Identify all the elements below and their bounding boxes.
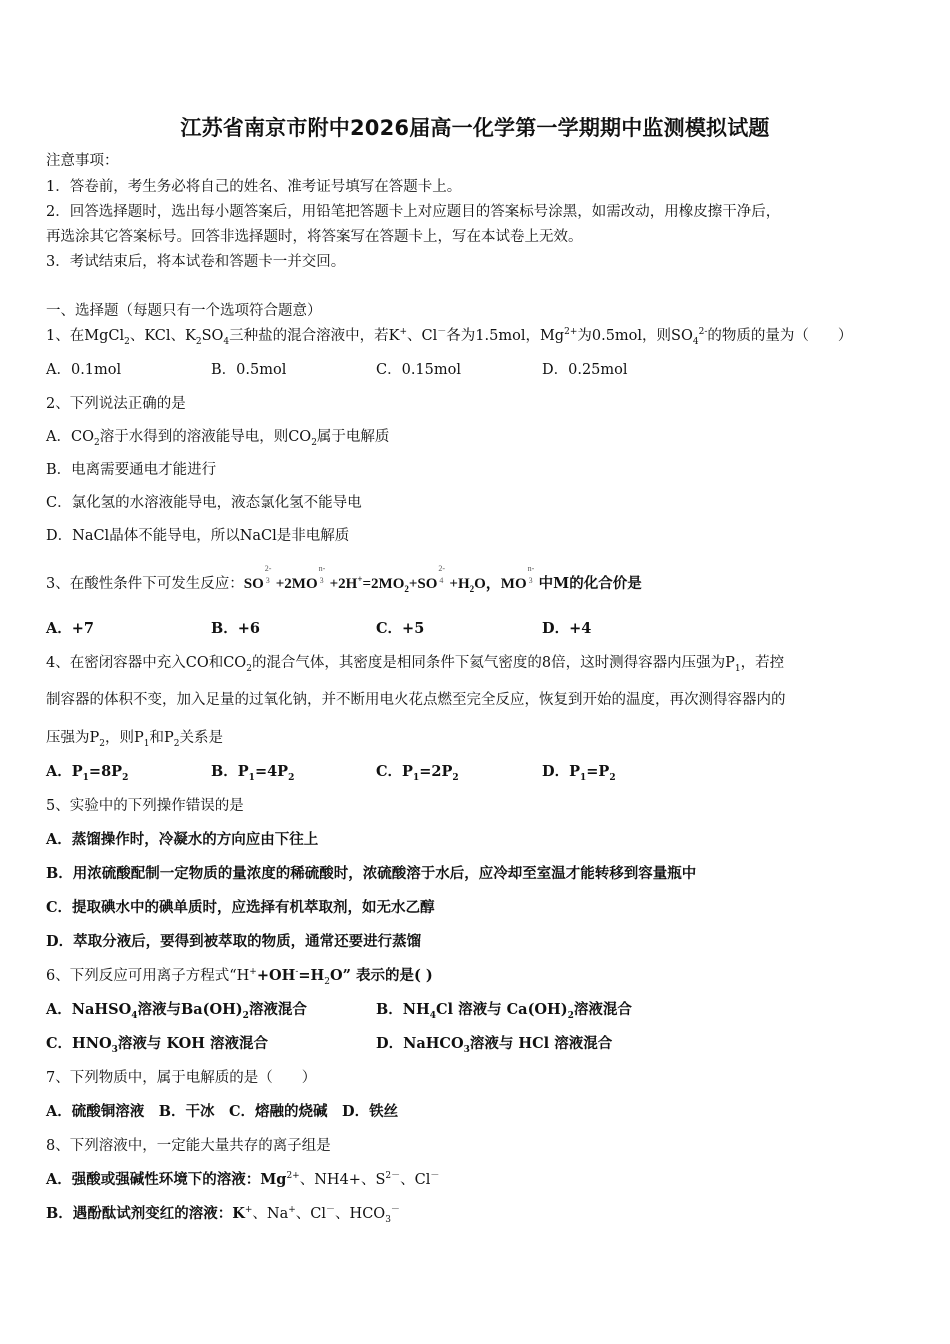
question-8-option-b: B．遇酚酞试剂变红的溶液：K+、Na+、Cl－、$HCO_3^-$: [46, 1205, 400, 1225]
page-title: 江苏省南京市附中2026届高一化学第一学期期中监测模拟试题: [180, 116, 770, 140]
question-6-option-c: C．$HNO_3$溶液与 KOH 溶液混合: [46, 1035, 269, 1055]
notice-item-1: 1．答卷前，考生务必将自己的姓名、准考证号填写在答题卡上。: [46, 179, 462, 195]
question-2-stem: 2、下列说法正确的是: [46, 396, 186, 412]
question-3-option-a: A．+7: [46, 620, 94, 637]
question-1-option-c: C．0.15mol: [376, 362, 461, 378]
question-4-option-a: A．$P_1=8P_2$: [46, 763, 129, 783]
question-5-stem: 5、实验中的下列操作错误的是: [46, 798, 244, 814]
question-5-option-c: C．提取碘水中的碘单质时，应选择有机萃取剂，如无水乙醇: [46, 899, 435, 916]
notice-item-2-cont: 再选涂其它答案标号。回答非选择题时，将答案写在答题卡上，写在本试卷上无效。: [46, 229, 583, 245]
question-2-option-d: D．NaCl晶体不能导电，所以NaCl是非电解质: [46, 528, 350, 544]
question-6-option-a: A．NaHSO$_4$溶液与$Ba(OH)_2$溶液混合: [46, 1001, 307, 1021]
question-4-stem-line-3: 压强为$P_2$，则$P_1$和$P_2$关系是: [46, 730, 223, 749]
question-3-stem: 3、在酸性条件下可发生反应：SO 2- 3 +2MO n- 3 $+2H^+=2MO_2+SO$ 2- 4 $+H_2O$，MO n- 3 中M的化合价是: [46, 564, 642, 594]
question-6-option-b: B．$NH_4Cl$ 溶液与 $Ca(OH)_2$溶液混合: [376, 1001, 632, 1021]
notice-heading: 注意事项：: [46, 153, 119, 169]
question-5-option-b: B．用浓硫酸配制一定物质的量浓度的稀硫酸时，浓硫酸溶于水后，应冷却至室温才能转移到容量瓶中: [46, 865, 697, 882]
reaction-equation: SO 2- 3 +2MO n- 3 $+2H^+=2MO_2+SO$ 2- 4 $+H_2O$，MO n- 3: [243, 564, 535, 594]
question-7-stem: 7、下列物质中，属于电解质的是（ ）: [46, 1070, 317, 1086]
question-1-stem: 1、在MgCl$_2$、KCl、$K_2SO_4$三种盐的混合溶液中，若K+、Cl－各为1.5mol，$Mg^{2+}$为0.5mol，则$SO_4^{2-}$的物质的量为（ ）: [46, 327, 853, 347]
question-6-option-d: D．NaHCO$_3$溶液与 HCl 溶液混合: [376, 1035, 613, 1055]
question-3-option-d: D．+4: [542, 620, 592, 637]
question-8-stem: 8、下列溶液中，一定能大量共存的离子组是: [46, 1138, 331, 1154]
question-5-option-a: A．蒸馏操作时，冷凝水的方向应由下往上: [46, 831, 319, 848]
question-4-option-c: C．$P_1=2P_2$: [376, 763, 459, 783]
question-2-option-c: C．氯化氢的水溶液能导电，液态氯化氢不能导电: [46, 495, 362, 511]
notice-item-2: 2．回答选择题时，选出每小题答案后，用铅笔把答题卡上对应题目的答案标号涂黑，如需改动，用橡皮擦干净后，: [46, 204, 781, 220]
question-4-stem-line-1: 4、在密闭容器中充入CO和$CO_2$的混合气体，其密度是相同条件下氦气密度的8倍，这时测得容器内压强为$P_1$，若控: [46, 655, 785, 674]
question-4-stem-line-2: 制容器的体积不变，加入足量的过氧化钠，并不断用电火花点燃至完全反应，恢复到开始的温度，再次测得容器内的: [46, 692, 786, 708]
question-2-option-b: B．电离需要通电才能进行: [46, 462, 217, 478]
question-4-option-b: B．$P_1=4P_2$: [211, 763, 295, 783]
question-1-option-a: A．0.1mol: [46, 362, 122, 378]
question-3-option-b: B．+6: [211, 620, 260, 637]
question-8-option-a: A．强酸或强碱性环境下的溶液：$Mg^{2+}$、NH4+、$S^{2-}$、Cl－: [46, 1171, 440, 1188]
notice-item-3: 3．考试结束后，将本试卷和答题卡一并交回。: [46, 254, 346, 270]
question-1-option-b: B．0.5mol: [211, 362, 287, 378]
question-1-option-d: D．0.25mol: [542, 362, 628, 378]
question-4-option-d: D．$P_1=P_2$: [542, 763, 616, 783]
section-heading: 一、选择题（每题只有一个选项符合题意）: [46, 303, 322, 319]
question-7-options: A．硫酸铜溶液 B．干冰 C．熔融的烧碱 D．铁丝: [46, 1103, 399, 1120]
question-3-option-c: C．+5: [376, 620, 425, 637]
question-6-stem: 6、下列反应可用离子方程式“$H^++OH^-=H_2O$” 表示的是( ): [46, 967, 433, 987]
question-2-option-a: A．$CO_2$溶于水得到的溶液能导电，则$CO_2$属于电解质: [46, 429, 390, 448]
question-5-option-d: D．萃取分液后，要得到被萃取的物质，通常还要进行蒸馏: [46, 933, 422, 950]
